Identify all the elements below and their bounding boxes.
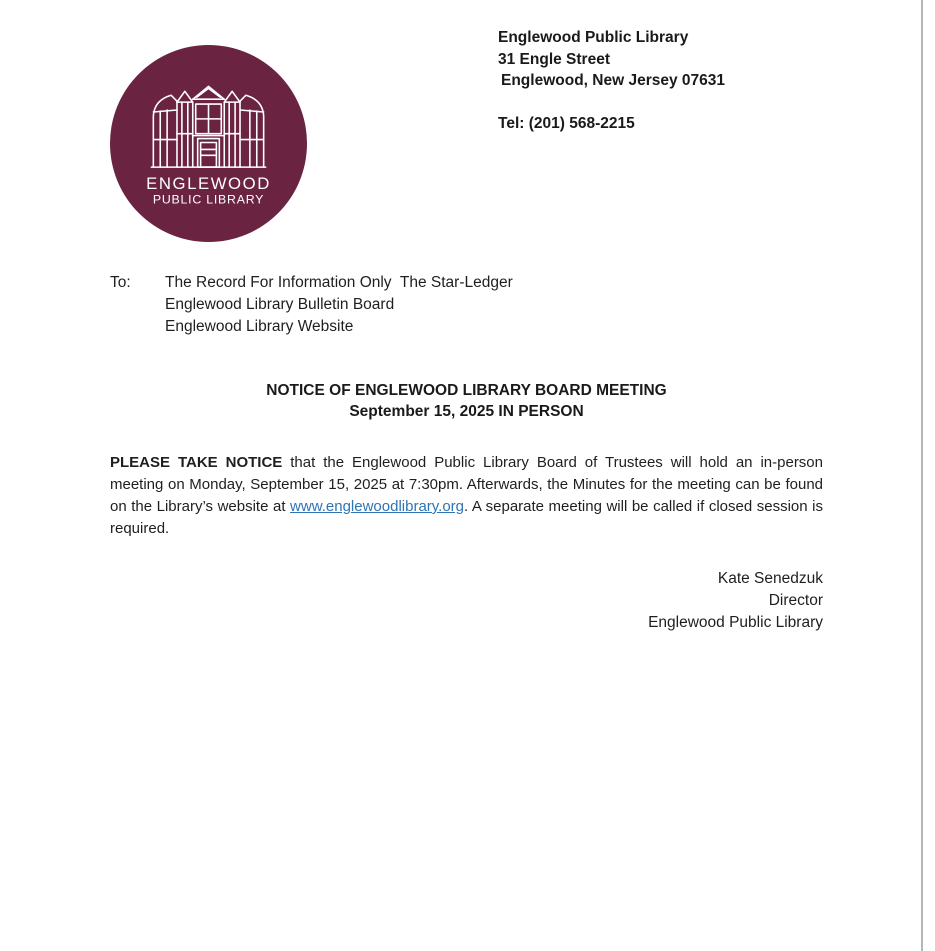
letterhead bbox=[498, 27, 725, 92]
englewood-library-logo bbox=[110, 45, 307, 242]
recipients-label: To: bbox=[110, 274, 131, 291]
recipients-list bbox=[165, 272, 513, 338]
org-name: Englewood Public Library bbox=[498, 29, 689, 46]
address-line-2: Englewood, New Jersey 07631 bbox=[501, 72, 725, 89]
logo-text-public-library: PUBLIC LIBRARY bbox=[152, 192, 265, 207]
signature-block bbox=[110, 568, 823, 634]
notice-title-line-1: NOTICE OF ENGLEWOOD LIBRARY BOARD MEETING bbox=[266, 382, 667, 399]
notice-text-after-link: . A separate meeting will be called if closed session is required. bbox=[110, 498, 823, 537]
recipient-line: Englewood Library Bulletin Board bbox=[165, 296, 395, 313]
recipients-block bbox=[110, 272, 513, 338]
logo-text-englewood: ENGLEWOOD bbox=[146, 173, 271, 193]
notice-title-line-2: September 15, 2025 IN PERSON bbox=[349, 403, 584, 420]
signature-org: Englewood Public Library bbox=[648, 614, 823, 631]
notice-text-before-link: that the Englewood Public Library Board of Trustees will hold an in-person meeting on Monday, September 15, 2025 at 7:30pm. Afterwards, the Minutes for the meeting can be found on the Library’s website at bbox=[110, 454, 823, 515]
address-line-1: 31 Engle Street bbox=[498, 50, 610, 68]
notice-emphasis: PLEASE TAKE NOTICE bbox=[110, 454, 283, 471]
phone-number: Tel: (201) 568-2215 bbox=[498, 115, 635, 132]
page-edge-divider bbox=[921, 0, 923, 951]
signature-title: Director bbox=[768, 592, 823, 609]
recipient-line: Englewood Library Website bbox=[165, 318, 354, 335]
recipient-line: The Record For Information Only The Star-Ledger bbox=[165, 274, 513, 291]
logo-circle bbox=[110, 45, 307, 242]
library-logo-icon bbox=[110, 45, 307, 242]
signature-name: Kate Senedzuk bbox=[717, 570, 823, 587]
notice-body bbox=[110, 452, 823, 540]
website-link[interactable]: www.englewoodlibrary.org bbox=[290, 498, 465, 515]
notice-title bbox=[110, 380, 823, 422]
